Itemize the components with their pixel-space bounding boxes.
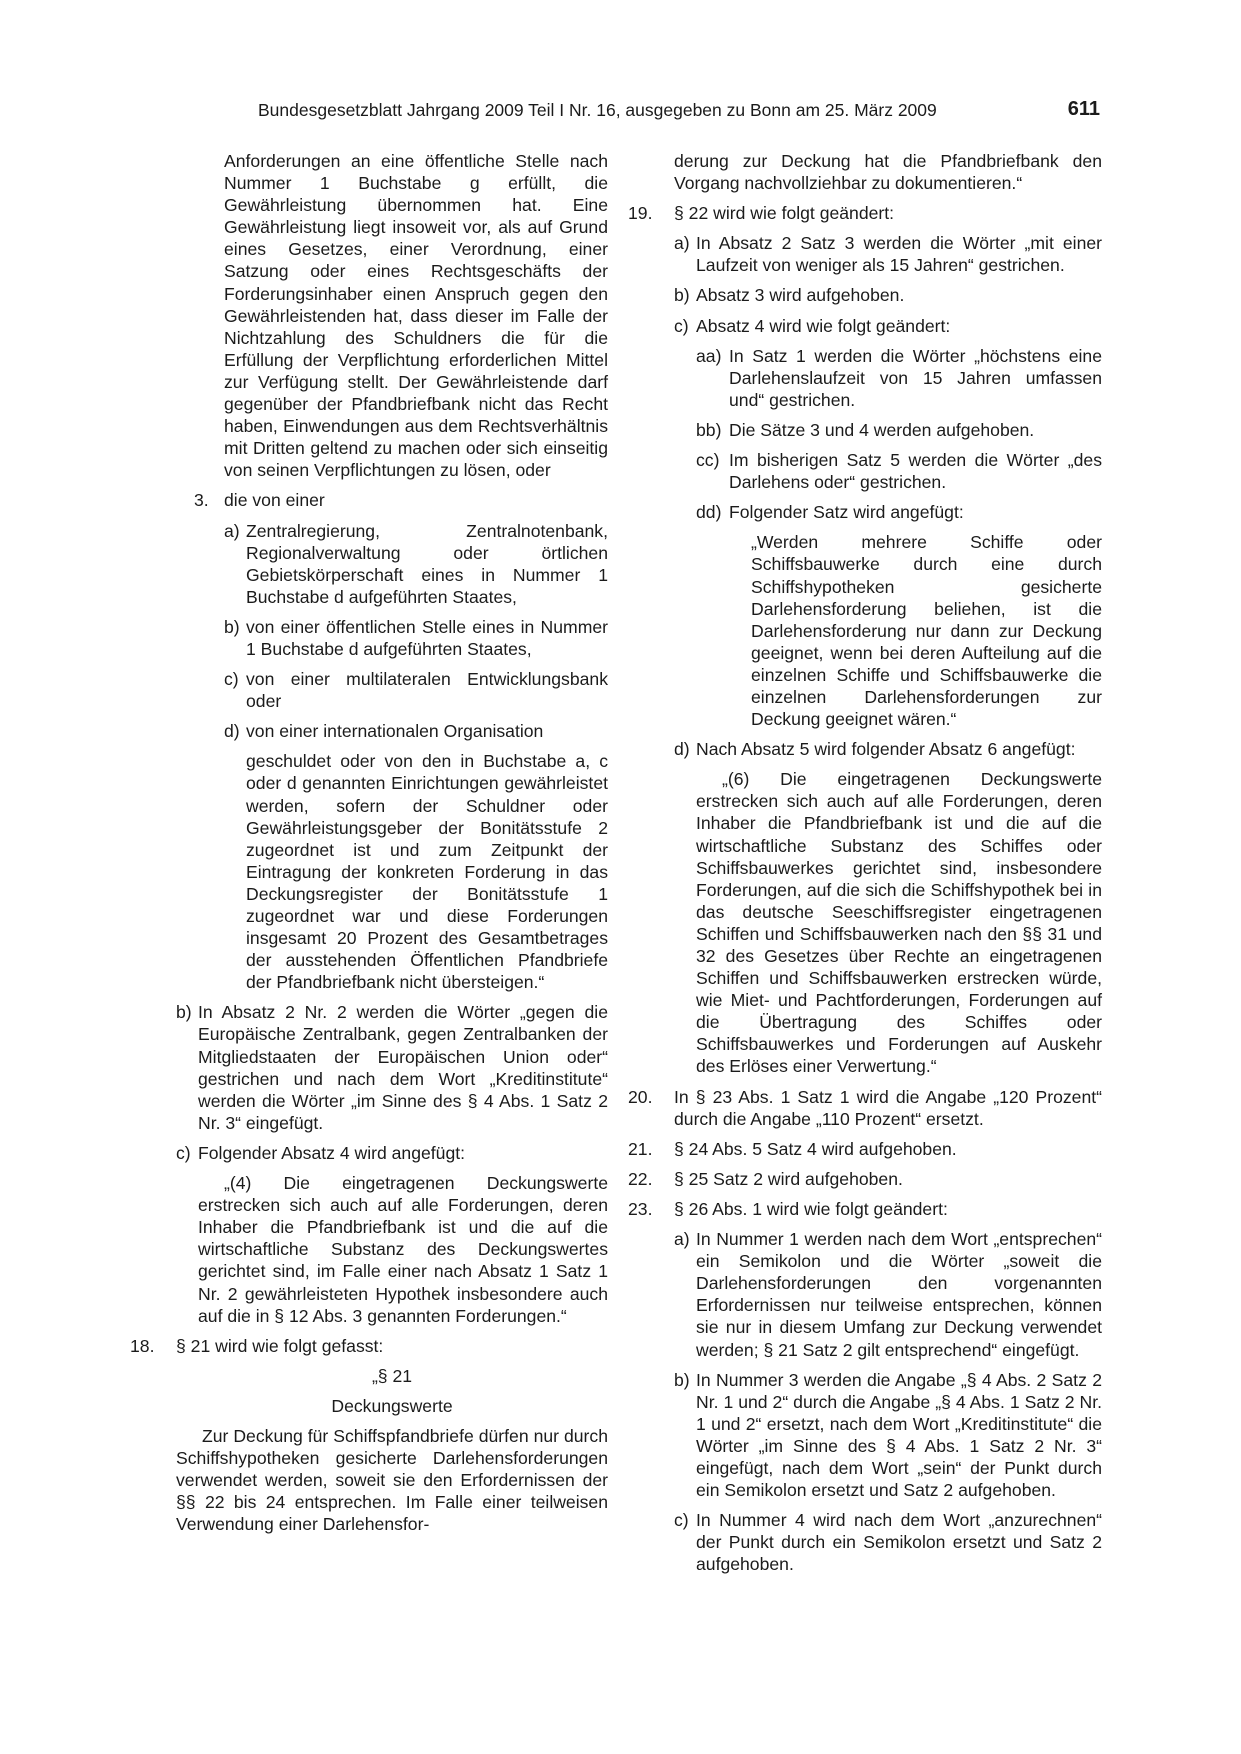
item-text: von einer öffentlichen Stelle eines in Nummer 1 Buchstabe d aufgeführten Staates, [246,616,608,659]
item-label: 21. [628,1138,653,1159]
item-text: Im bisherigen Satz 5 werden die Wörter „des Darlehens oder“ gestrichen. [729,450,1102,493]
list-item-c [176,1142,608,1327]
item-label: a) [224,520,240,541]
item-text: Folgender Satz wird angefügt: [729,502,964,523]
list-item-19 [628,202,1102,1077]
list-item-b [176,1001,608,1134]
continued-paragraph: derung zur Deckung hat die Pfandbriefbank den Vorgang nachvollziehbar zu dokumentieren.“ [674,151,1102,194]
list-item-19c-cc [696,449,1102,493]
section-heading: „§ 21 [371,1365,413,1386]
item-text: In Nummer 3 werden die Angabe „§ 4 Abs. 2 Satz 2 Nr. 1 und 2“ durch die Angabe „§ 4 Abs. 1 Satz 2 Nr. 1 und 2“ ersetzt, nach dem Wort „Kreditinstitute“ die Wörter „im Sinne des § 4 Abs. 1 Satz 2 Nr. 3“ eingefügt, nach dem Wort „sein“ der Punkt durch ein Semikolon ersetzt und Satz 2 aufgehoben. [696,1369,1102,1501]
list-item-22 [628,1168,1102,1190]
item-text: In Nummer 1 werden nach dem Wort „entsprechen“ ein Semikolon und die Wörter „soweit die Darlehensforderungen den vorgenannten Erfordernissen nur teilweise entsprechen, können sie nur in diesem Umfang zur Deckung verwendet werden; § 21 Satz 2 gilt entsprechend“ eingefügt. [696,1229,1102,1360]
item-label: c) [176,1142,191,1163]
item-label: 19. [628,203,653,224]
item-text: Nach Absatz 5 wird folgender Absatz 6 angefügt: [696,739,1076,760]
item-text: Absatz 4 wird wie folgt geändert: [696,315,951,336]
list-item-19b [674,284,1102,306]
item-text: Die Sätze 3 und 4 werden aufgehoben. [729,419,1035,440]
item-text: In Absatz 2 Nr. 2 werden die Wörter „gegen die Europäische Zentralbank, gegen Zentralbanken der Mitgliedstaaten der Europäischen Union oder“ gestrichen und nach dem Wort „Kreditinstitute“ werden die Wörter „im Sinne des § 4 Abs. 1 Satz 2 Nr. 3“ eingefügt. [198,1002,608,1133]
list-item-3 [194,489,608,993]
item-text: In Satz 1 werden die Wörter „höchstens eine Darlehenslaufzeit von 15 Jahren umfassen und“ gestrichen. [729,345,1102,410]
left-column [130,150,608,1543]
right-column [628,150,1102,1583]
list-item-3b [224,616,608,660]
list-item-19c-dd [696,501,1102,730]
item-label: bb) [696,419,722,440]
list-item-3d [224,720,608,742]
item-text: die von einer [224,490,325,511]
item-text: von einer internationalen Organisation [246,721,544,742]
list-item-19c-bb [696,419,1102,441]
item-text: Folgender Absatz 4 wird angefügt: [198,1142,466,1163]
list-item-23b [674,1369,1102,1502]
item-label: 3. [194,490,209,511]
page-header [258,100,1100,126]
item-label: 20. [628,1086,653,1107]
section-paragraph: Zur Deckung für Schiffspfandbriefe dürfen nur durch Schiffshypotheken gesicherte Darlehensforderungen verwendet werden, soweit sie den Erfordernissen der §§ 22 bis 24 entsprechen. Im Falle einer teilweisen Verwendung einer Darlehensfor- [176,1425,608,1535]
item-label: d) [224,721,240,742]
item-text: § 24 Abs. 5 Satz 4 wird aufgehoben. [674,1138,957,1159]
list-item-21 [628,1138,1102,1160]
list-item-20 [628,1086,1102,1130]
item-text: § 26 Abs. 1 wird wie folgt geändert: [674,1198,948,1219]
item-label: 18. [130,1335,155,1356]
page-number: 611 [1067,98,1100,120]
list-item-23 [628,1198,1102,1576]
list-item-19c-aa [696,345,1102,411]
item-label: d) [674,739,690,760]
item-text: § 25 Satz 2 wird aufgehoben. [674,1168,903,1189]
list-item-3c [224,668,608,712]
item-label: b) [674,1369,690,1390]
item-label: 23. [628,1198,653,1219]
list-item-19a [674,232,1102,276]
item-text: Zentralregierung, Zentralnotenbank, Regionalverwaltung oder örtlichen Gebietskörperschaft eines in Nummer 1 Buchstabe d aufgeführten Staates, [246,520,608,607]
item-label: b) [674,285,690,306]
item-label: b) [176,1002,192,1023]
item-text: Absatz 3 wird aufgehoben. [696,285,905,306]
item-text: In Absatz 2 Satz 3 werden die Wörter „mit einer Laufzeit von weniger als 15 Jahren“ gestrichen. [696,233,1102,276]
quoted-paragraph: „(4) Die eingetragenen Deckungswerte erstrecken sich auch auf alle Forderungen, deren Inhaber die Pfandbriefbank ist und die auf die wirtschaftliche Substanz des Deckungswertes gerichtet sind, im Falle einer nach Absatz 1 Satz 1 Nr. 2 gewährleisteten Hypothek insbesondere auch auf die in § 12 Abs. 3 genannten Forderungen.“ [198,1173,608,1326]
item-3-tail: geschuldet oder von den in Buchstabe a, c oder d genannten Einrichtungen gewährleistet werden, sofern der Schuldner oder Gewährleistungsgeber der Bonitätsstufe 2 zugeordnet ist und zum Zeitpunkt der Eintragung der konkreten Forderung in das Deckungsregister der Bonitätsstufe 1 zugeordnet war und diese Forderungen insgesamt 20 Prozent des Gesamtbetrages der ausstehenden Öffentlichen Pfandbriefe der Pfandbriefbank nicht übersteigen.“ [246,751,608,993]
gazette-title: Bundesgesetzblatt Jahrgang 2009 Teil I Nr. 16, ausgegeben zu Bonn am 25. März 2009 [258,100,937,120]
item-text: In § 23 Abs. 1 Satz 1 wird die Angabe „120 Prozent“ durch die Angabe „110 Prozent“ ersetzt. [674,1086,1102,1129]
item-label: 22. [628,1168,653,1189]
list-item-19d [674,738,1102,1077]
item-text: § 22 wird wie folgt geändert: [674,203,895,224]
item-label: dd) [696,502,722,523]
list-item-23c [674,1509,1102,1575]
quoted-paragraph: „Werden mehrere Schiffe oder Schiffsbauwerke durch eine durch Schiffshypotheken gesicherte Darlehensforderung beliehen, ist die Darlehensforderung nur dann zur Deckung geeignet, wenn bei deren Aufteilung auf die einzelnen Schiffe und Schiffsbauwerke die einzelnen Darlehensforderungen zur Deckung geeignet wären.“ [751,532,1102,730]
item-text: In Nummer 4 wird nach dem Wort „anzurechnen“ der Punkt durch ein Semikolon ersetzt und Satz 2 aufgehoben. [696,1510,1102,1575]
list-item-18 [130,1335,608,1536]
item-text: § 21 wird wie folgt gefasst: [176,1335,384,1356]
intro-paragraph: Anforderungen an eine öffentliche Stelle nach Nummer 1 Buchstabe g erfüllt, die Gewährleistung übernommen hat. Eine Gewährleistung liegt insoweit vor, als auf Grund eines Gesetzes, einer Verordnung, einer Satzung oder eines Rechtsgeschäfts der Forderungsinhaber einen Anspruch gegen den Gewährleistenden hat, dass dieser im Falle der Nichtzahlung des Schuldners die für die Erfüllung der Verpflichtung erforderlichen Mittel zur Verfügung stellt. Der Gewährleistende darf gegenüber der Pfandbriefbank nicht das Recht haben, Einwendungen aus dem Rechtsverhältnis mit Dritten geltend zu machen oder sich einseitig von seinen Verpflichtungen zu lösen, oder [224,151,608,481]
item-label: a) [674,1229,690,1250]
item-label: b) [224,616,240,637]
item-label: c) [674,315,689,336]
item-text: von einer multilateralen Entwicklungsbank oder [246,669,608,712]
quoted-paragraph: „(6) Die eingetragenen Deckungswerte erstrecken sich auch auf alle Forderungen, deren Inhaber die Pfandbriefbank ist und die auf die wirtschaftliche Substanz des Schiffes oder Schiffsbauwerkes gerichtet sind, insbesondere Forderungen, auf die sich die Schiffshypothek bei in das deutsche Seeschiffsregister eingetragenen Schiffen und Schiffsbauwerken nach den §§ 31 und 32 des Gesetzes über Rechte an eingetragenen Schiffen und Schiffsbauwerken erstrecken würde, wie Miet- und Pachtforderungen, Forderungen auf die Übertragung des Schiffes oder Schiffsbauwerkes und Forderungen auf Auskehr des Erlöses einer Verwertung.“ [696,769,1102,1077]
item-label: a) [674,233,690,254]
item-label: c) [224,669,239,690]
list-item-23a [674,1228,1102,1361]
section-subheading: Deckungswerte [331,1395,453,1416]
item-label: c) [674,1510,689,1531]
list-item-3a [224,520,608,608]
list-item-19c [674,315,1102,731]
item-label: cc) [696,450,720,471]
item-label: aa) [696,345,722,366]
